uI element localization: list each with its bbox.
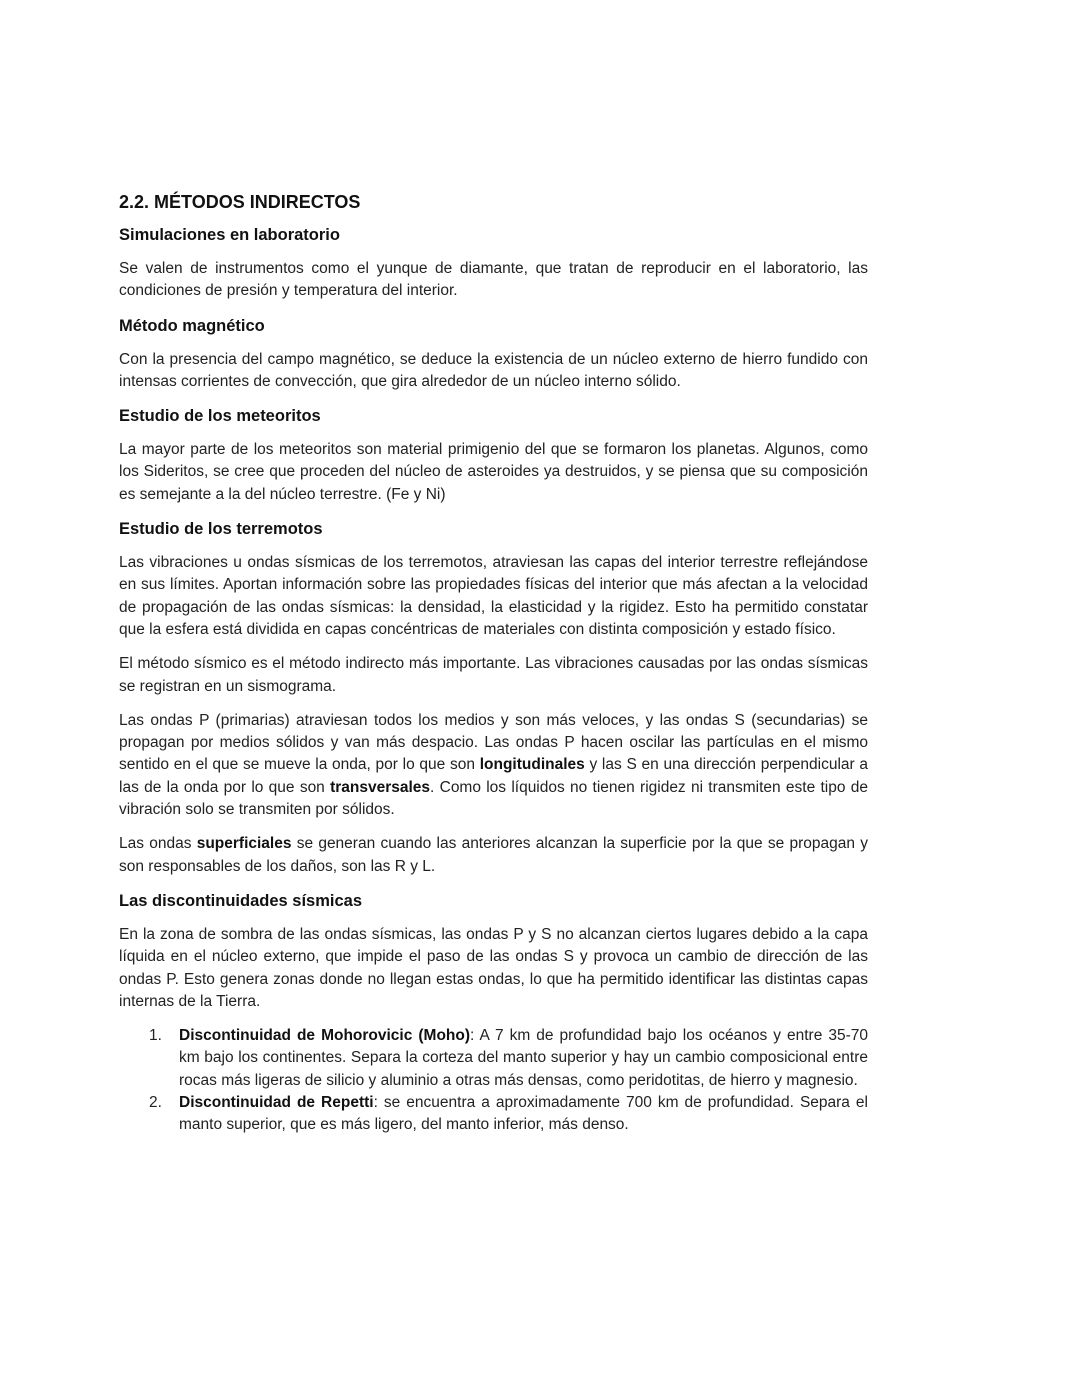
text-run: y las S en una dirección perpendicular a las de la onda por lo que son [119,756,869,796]
heading-seismic-discontinuities: Las discontinuidades sísmicas [119,891,363,910]
term-transversal: transversales [330,778,431,796]
list-term: Discontinuidad de Repetti [179,1094,374,1112]
paragraph-meteorites: La mayor parte de los meteoritos son material primigenio del que se formaron los planetas. Algunos, como los Sideritos, se cree que proceden del núcleo de asteroides ya destruidos, y se piensa que su composición es semejante a la del núcleo terrestre. (Fe y Ni) [119,441,868,503]
heading-meteorites: Estudio de los meteoritos [119,407,321,426]
paragraph-earthquakes-3 [119,710,868,821]
list-number: 1. [149,1027,162,1045]
heading-magnetic-method: Método magnético [119,316,265,335]
text-run: Las ondas P (primarias) atraviesan todos los medios y son más veloces, y las ondas S (secundarias) se propagan por medios sólidos y van más despacio. Las ondas P hacen oscilar las partículas en el mismo sentido en el que se mueve la onda, por lo que son [119,711,868,774]
text-run: se generan cuando las anteriores alcanzan la superficie por la que se propagan y son responsables de los daños, son las R y L. [119,835,868,875]
text-run: Las ondas [119,835,197,853]
discontinuities-list [119,1025,868,1136]
list-item [119,1025,868,1092]
term-surface-waves: superficiales [196,835,292,853]
paragraph-earthquakes-4 [119,833,868,878]
text-run: . Como los líquidos no tienen rigidez ni transmiten este tipo de vibración solo se transmiten por sólidos. [119,778,868,819]
paragraph-earthquakes-1: Las vibraciones u ondas sísmicas de los terremotos, atraviesan las capas del interior terrestre reflejándose en sus límites. Aportan información sobre las propiedades físicas del interior que más afectan a la velocidad de propagación de las ondas sísmicas: la densidad, la elasticidad y la rigidez. Esto ha permitido constatar que la esfera está dividida en capas concéntricas de materiales con distinta composición y estado físico. [119,554,868,638]
list-number: 2. [149,1094,162,1112]
list-text: : se encuentra a aproximadamente 700 km de profundidad. Separa el manto superior, que es más ligero, del manto inferior, más denso. [179,1094,868,1134]
paragraph-lab-simulations: Se valen de instrumentos como el yunque de diamante, que tratan de reproducir en el laboratorio, las condiciones de presión y temperatura del interior. [119,260,868,300]
list-text: : A 7 km de profundidad bajo los océanos y entre 35-70 km bajo los continentes. Separa la corteza del manto superior y hay un cambio composicional entre rocas más ligeras de silicio y aluminio a otras más densas, como peridotitas, de hierro y magnesio. [179,1027,868,1089]
term-longitudinal: longitudinales [479,756,585,774]
list-term: Discontinuidad de Mohorovicic (Moho) [179,1027,471,1045]
heading-earthquakes: Estudio de los terremotos [119,520,323,539]
list-item [119,1092,868,1137]
paragraph-earthquakes-2: El método sísmico es el método indirecto más importante. Las vibraciones causadas por las ondas sísmicas se registran en un sismograma. [119,655,868,695]
heading-lab-simulations: Simulaciones en laboratorio [119,226,340,244]
paragraph-seismic-discontinuities: En la zona de sombra de las ondas sísmicas, las ondas P y S no alcanzan ciertos lugares debido a la capa líquida en el núcleo externo, que impide el paso de las ondas S y provoca un cambio de dirección de las ondas P. Esto genera zonas donde no llegan estas ondas, lo que ha permitido identificar las distintas capas internas de la Tierra. [119,925,868,1010]
paragraph-magnetic-method: Con la presencia del campo magnético, se deduce la existencia de un núcleo externo de hierro fundido con intensas corrientes de convección, que gira alrededor de un núcleo interno sólido. [119,350,868,390]
section-title: 2.2. MÉTODOS INDIRECTOS [119,192,361,212]
